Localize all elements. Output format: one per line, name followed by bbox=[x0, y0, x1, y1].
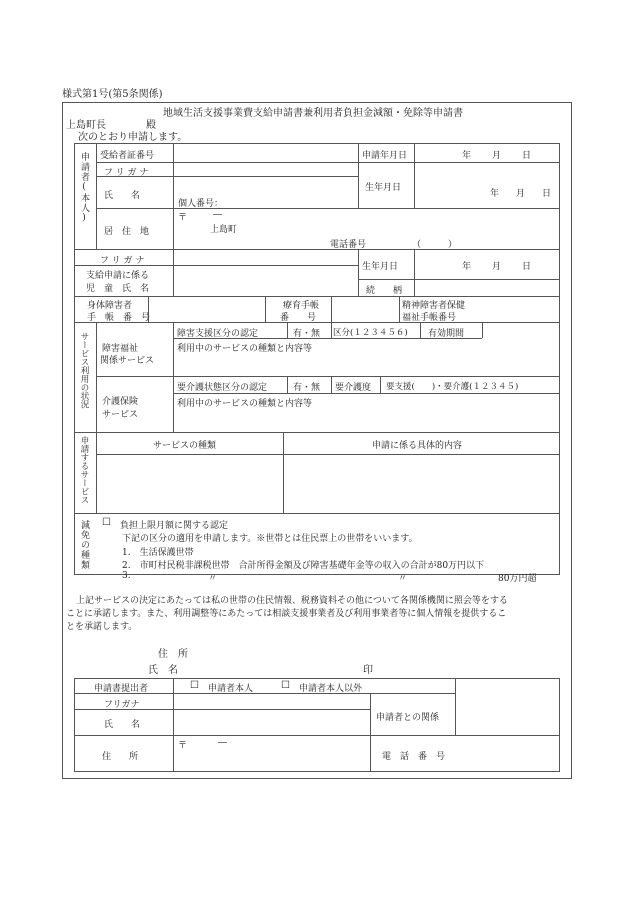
care-label-1: 介護保険 bbox=[102, 397, 139, 407]
submitter-address-field[interactable] bbox=[174, 736, 369, 771]
address-label: 居 住 地 bbox=[104, 227, 150, 237]
service-status-label: サービス利用の状況 bbox=[79, 332, 89, 409]
child-birth-label: 生年月日 bbox=[362, 262, 399, 272]
town-name: 上島町 bbox=[210, 225, 238, 235]
physical-handbook-label-2: 手 帳 番 号 bbox=[87, 313, 151, 323]
address-field[interactable] bbox=[174, 209, 559, 248]
submitter-furigana-field[interactable] bbox=[174, 694, 369, 708]
exemption-item-1[interactable]: 1. 生活保護世帯 bbox=[122, 548, 194, 558]
consent-line-2: ことに承諾します。また、利用調整等にあたっては相談支援事業者及び利用事業者等に個人情報を提供するこ bbox=[66, 609, 507, 619]
birth-month: 月 bbox=[516, 189, 526, 199]
apply-date-label: 申請年月日 bbox=[362, 151, 408, 161]
support-class-levels[interactable]: 区分(１２３４５６) bbox=[333, 328, 408, 338]
signature-name-field[interactable] bbox=[200, 658, 360, 672]
exemption-ditto-2: 〃 bbox=[398, 574, 408, 584]
phone-label: 電話番号 bbox=[330, 240, 367, 250]
services-in-use-label: 利用中のサービスの種類と内容等 bbox=[177, 344, 313, 354]
consent-line-3: とを承諾します。 bbox=[66, 622, 138, 632]
service-type-field[interactable] bbox=[97, 455, 282, 512]
birth-day: 日 bbox=[542, 189, 552, 199]
apply-date-day: 日 bbox=[522, 151, 532, 161]
addressee-mayor: 上島町長 bbox=[66, 120, 106, 131]
submitter-phone-label: 電 話 番 号 bbox=[382, 752, 446, 762]
form-title: 地域生活支援事業費支給申請書兼利用者負担金減額・免除等申請書 bbox=[163, 108, 463, 119]
submitter-furigana-label: フリガナ bbox=[104, 700, 140, 710]
care-services-in-use-label: 利用中のサービスの種類と内容等 bbox=[177, 399, 313, 409]
seal-mark: 印 bbox=[363, 665, 373, 676]
child-relation-label: 続 柄 bbox=[366, 286, 403, 296]
birth-date-field[interactable] bbox=[415, 163, 559, 207]
exemption-item-3-end: 80万円超 bbox=[498, 574, 537, 584]
submitter-phone-field[interactable] bbox=[456, 736, 559, 771]
submitter-self-option: 申請者本人 bbox=[208, 684, 254, 694]
submitter-relation-field[interactable] bbox=[456, 694, 559, 734]
submitter-other-checkbox[interactable]: ☐ bbox=[281, 680, 290, 691]
submitter-address-label: 住 所 bbox=[102, 752, 139, 762]
child-furigana-label: フリガナ bbox=[100, 256, 148, 266]
applicant-section-label: 申請者(本人) bbox=[79, 152, 89, 224]
consent-line-1: 上記サービスの決定にあたっては私の世帯の住民情報、税務資料その他について各関係機関に照会等をする bbox=[76, 596, 508, 606]
birth-year: 年 bbox=[490, 189, 500, 199]
col-service-detail: 申請に係る具体的内容 bbox=[372, 441, 463, 451]
child-label-1: 支給申請に係る bbox=[86, 271, 150, 281]
rehab-handbook-label-1: 療育手帳 bbox=[283, 301, 320, 311]
child-birth-year: 年 bbox=[462, 262, 472, 272]
child-birth-month: 月 bbox=[492, 262, 502, 272]
valid-period-label: 有効期間 bbox=[428, 329, 465, 339]
exemption-item-2[interactable]: 2. 市町村民税非課税世帯 合計所得金額及び障害基礎年金等の収入の合計が80万円以下 bbox=[122, 561, 485, 571]
physical-handbook-field[interactable] bbox=[149, 297, 264, 321]
exemption-ditto-1: 〃 bbox=[208, 574, 218, 584]
signature-address-field[interactable] bbox=[200, 642, 400, 656]
care-class-label: 要介護状態区分の認定 bbox=[177, 383, 268, 393]
furigana-field[interactable] bbox=[174, 163, 357, 176]
personal-no-label: 個人番号： bbox=[178, 199, 224, 209]
submitter-label: 申請書提出者 bbox=[94, 684, 149, 694]
exemption-checkbox[interactable]: ☐ bbox=[102, 517, 111, 528]
exemption-section-label: 減免の種類 bbox=[79, 520, 89, 570]
physical-handbook-label-1: 身体障害者 bbox=[87, 301, 133, 311]
submitter-postal-mark: 〒 bbox=[178, 741, 188, 751]
exemption-note: 下記の区分の適用を申請します。※世帯とは住民票上の世帯をいいます。 bbox=[122, 534, 418, 544]
mental-handbook-label-1: 精神障害者保健 bbox=[402, 301, 466, 311]
phone-paren: （ ） bbox=[412, 240, 458, 250]
child-name-field[interactable] bbox=[174, 250, 357, 295]
apply-date-year: 年 bbox=[462, 151, 472, 161]
cert-no-label: 受給者証番号 bbox=[100, 151, 155, 161]
cert-no-field[interactable] bbox=[174, 144, 357, 161]
child-relation-field[interactable] bbox=[415, 280, 559, 295]
care-yes-no[interactable]: 有・無 bbox=[293, 383, 321, 393]
support-class-label: 障害支援区分の認定 bbox=[177, 329, 259, 339]
name-field[interactable] bbox=[174, 177, 357, 207]
welfare-label-1: 障害福祉 bbox=[102, 344, 139, 354]
signature-name-label: 氏 名 bbox=[148, 665, 178, 676]
submitter-name-field[interactable] bbox=[174, 710, 369, 734]
birth-label: 生年月日 bbox=[365, 183, 402, 193]
postal-mark: 〒 bbox=[178, 213, 188, 223]
care-levels[interactable]: 要支援( )・要介護(１２３４５) bbox=[386, 382, 519, 392]
exemption-heading: 負担上限月額に関する認定 bbox=[120, 521, 229, 531]
name-label: 氏 名 bbox=[104, 191, 141, 201]
child-label-2: 児 童 氏 名 bbox=[86, 284, 150, 294]
service-detail-field[interactable] bbox=[284, 455, 559, 512]
care-degree-label: 要介護度 bbox=[335, 383, 372, 393]
form-number: 様式第1号(第5条関係) bbox=[62, 89, 163, 100]
support-yes-no[interactable]: 有・無 bbox=[293, 329, 321, 339]
intro-text: 次のとおり申請します。 bbox=[78, 132, 188, 143]
exemption-item-3-no[interactable]: 3. bbox=[122, 571, 131, 581]
child-birth-day: 日 bbox=[522, 262, 532, 272]
submitter-postal-dash: ― bbox=[218, 738, 227, 748]
submitter-name-label: 氏 名 bbox=[104, 720, 141, 730]
submitter-relation-label: 申請者との関係 bbox=[376, 713, 440, 723]
col-service-type: サービスの種類 bbox=[153, 441, 217, 451]
signature-address-label: 住 所 bbox=[158, 649, 188, 660]
rehab-handbook-label-2: 番 号 bbox=[280, 313, 317, 323]
mental-handbook-field[interactable] bbox=[479, 297, 559, 321]
care-services-field[interactable] bbox=[174, 394, 559, 431]
welfare-services-field[interactable] bbox=[174, 339, 559, 375]
submitter-other-option: 申請者本人以外 bbox=[299, 684, 363, 694]
mental-handbook-label-2: 福祉手帳番号 bbox=[402, 313, 457, 323]
apply-date-field[interactable] bbox=[415, 144, 559, 161]
addressee-honorific: 殿 bbox=[146, 120, 156, 131]
rehab-handbook-field[interactable] bbox=[332, 297, 398, 321]
furigana-label: フリガナ bbox=[104, 168, 152, 178]
apply-date-month: 月 bbox=[492, 151, 502, 161]
requested-service-label: 申請するサービス bbox=[79, 436, 89, 504]
submitter-self-checkbox[interactable]: ☐ bbox=[190, 680, 199, 691]
care-label-2: サービス bbox=[102, 410, 139, 420]
welfare-label-2: 関係サービス bbox=[100, 356, 155, 366]
postal-dash: ― bbox=[213, 210, 222, 220]
